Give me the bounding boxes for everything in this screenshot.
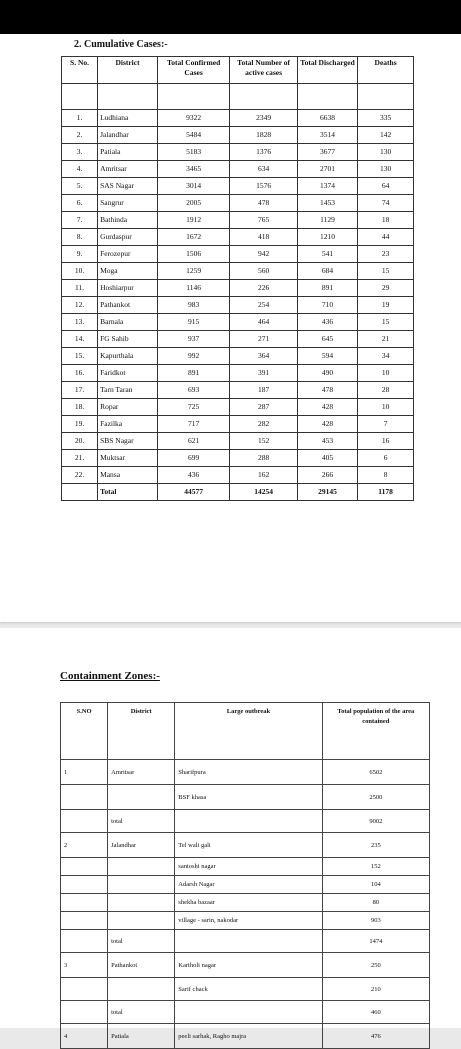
cell-deaths: 130 (358, 161, 414, 178)
table-row (61, 785, 430, 810)
cell-large-outbreak (175, 930, 322, 953)
cell-deaths: 130 (358, 144, 414, 161)
cell-active: 271 (230, 331, 298, 348)
cell-sno (61, 1001, 108, 1024)
cell-large-outbreak (175, 1001, 322, 1024)
table-row (62, 450, 414, 467)
cell-confirmed: 915 (157, 314, 229, 331)
cell-district (108, 858, 175, 876)
cell-district: Bathinda (98, 212, 158, 229)
cell-discharged: 6638 (297, 110, 357, 127)
cell-discharged: 645 (297, 331, 357, 348)
cell-district: Amritsar (98, 161, 158, 178)
cell-population: 235 (322, 833, 429, 858)
cell-discharged: 266 (297, 467, 357, 484)
cell-deaths: 19 (358, 297, 414, 314)
table-row (62, 280, 414, 297)
cell-district: total (108, 810, 175, 833)
cell-confirmed: 725 (157, 399, 229, 416)
cell-sno: 18. (62, 399, 98, 416)
cell-discharged: 710 (297, 297, 357, 314)
cell-district: Moga (98, 263, 158, 280)
col-header-deaths: Deaths (358, 57, 414, 84)
cell-discharged: 891 (297, 280, 357, 297)
table-row (62, 144, 414, 161)
cell-discharged: 1129 (297, 212, 357, 229)
cell-sno: 11. (62, 280, 98, 297)
cell-district: Jalandhar (98, 127, 158, 144)
table-row (62, 484, 414, 501)
cell-district: Pathankot (108, 953, 175, 978)
cell-active: 634 (230, 161, 298, 178)
cell-active: 162 (230, 467, 298, 484)
table-row (62, 348, 414, 365)
top-black-bar (0, 0, 461, 34)
cell-population: 6502 (322, 760, 429, 785)
cell-district: Hoshiarpur (98, 280, 158, 297)
cell-large-outbreak: peeli sarhak, Ragho majra (175, 1024, 322, 1049)
cell-district: Patiala (108, 1024, 175, 1049)
cell-district: Mansa (98, 467, 158, 484)
cell-sno: 17. (62, 382, 98, 399)
cumulative-cases-table (61, 56, 414, 501)
cell-population: 80 (322, 894, 429, 912)
cell-population: 250 (322, 953, 429, 978)
col-header-active: Total Number of active cases (230, 57, 298, 84)
cell-confirmed: 992 (157, 348, 229, 365)
table-row (62, 195, 414, 212)
cell-sno: 6. (62, 195, 98, 212)
cell-sno: 16. (62, 365, 98, 382)
cell-deaths: 335 (358, 110, 414, 127)
cell-population: 210 (322, 978, 429, 1001)
table-row (62, 229, 414, 246)
table-row (61, 978, 430, 1001)
cell-deaths: 29 (358, 280, 414, 297)
cell-confirmed: 5183 (157, 144, 229, 161)
cell-discharged: 594 (297, 348, 357, 365)
cell-district (108, 785, 175, 810)
cell-active: 364 (230, 348, 298, 365)
cell-confirmed: 699 (157, 450, 229, 467)
cell-large-outbreak (175, 810, 322, 833)
cell-population: 104 (322, 876, 429, 894)
cell-district: total (108, 930, 175, 953)
cell-active: 14254 (230, 484, 298, 501)
cell-sno (61, 912, 108, 930)
cell-district: Patiala (98, 144, 158, 161)
cell-sno (61, 876, 108, 894)
cell-deaths: 34 (358, 348, 414, 365)
cell-active: 478 (230, 195, 298, 212)
table-row-blank (62, 84, 414, 110)
cell-district (108, 876, 175, 894)
table-row (61, 1001, 430, 1024)
cell-confirmed: 983 (157, 297, 229, 314)
table-row (61, 912, 430, 930)
table-header-row (62, 57, 414, 84)
cell-active: 942 (230, 246, 298, 263)
cell-district: Gurdaspur (98, 229, 158, 246)
col-header-district: District (98, 57, 158, 84)
cell-active: 226 (230, 280, 298, 297)
table-cell (297, 84, 357, 110)
cell-confirmed: 1259 (157, 263, 229, 280)
cell-district: Ludhiana (98, 110, 158, 127)
cell-discharged: 3514 (297, 127, 357, 144)
cell-active: 152 (230, 433, 298, 450)
cell-district: Ferozepur (98, 246, 158, 263)
cell-district: Sangrur (98, 195, 158, 212)
cell-sno: 13. (62, 314, 98, 331)
table-row (62, 416, 414, 433)
cell-deaths: 23 (358, 246, 414, 263)
cell-discharged: 478 (297, 382, 357, 399)
table-cell (230, 84, 298, 110)
cell-active: 1576 (230, 178, 298, 195)
cell-large-outbreak: Kartholi nagar (175, 953, 322, 978)
cell-large-outbreak: Tel wali gali (175, 833, 322, 858)
cell-discharged: 1374 (297, 178, 357, 195)
cell-active: 282 (230, 416, 298, 433)
cell-population: 903 (322, 912, 429, 930)
cell-population: 152 (322, 858, 429, 876)
table-row (61, 810, 430, 833)
table-row (61, 930, 430, 953)
cell-active: 254 (230, 297, 298, 314)
cell-deaths: 15 (358, 263, 414, 280)
cell-active: 287 (230, 399, 298, 416)
cell-district: Muktsar (98, 450, 158, 467)
cell-deaths: 16 (358, 433, 414, 450)
cell-deaths: 28 (358, 382, 414, 399)
cell-sno: 8. (62, 229, 98, 246)
cell-population: 476 (322, 1024, 429, 1049)
table-cell (157, 84, 229, 110)
cell-deaths: 142 (358, 127, 414, 144)
cell-confirmed: 1506 (157, 246, 229, 263)
cell-active: 464 (230, 314, 298, 331)
cell-deaths: 10 (358, 399, 414, 416)
table-row (61, 760, 430, 785)
cell-district: SAS Nagar (98, 178, 158, 195)
cell-sno: 2. (62, 127, 98, 144)
cell-discharged: 453 (297, 433, 357, 450)
table-row (62, 433, 414, 450)
cell-sno: 4 (61, 1024, 108, 1049)
cell-active: 187 (230, 382, 298, 399)
cell-confirmed: 621 (157, 433, 229, 450)
cell-deaths: 8 (358, 467, 414, 484)
cell-active: 288 (230, 450, 298, 467)
cell-discharged: 3677 (297, 144, 357, 161)
cell-large-outbreak: Sarif chack (175, 978, 322, 1001)
cell-active: 1376 (230, 144, 298, 161)
cell-active: 2349 (230, 110, 298, 127)
table-row (62, 110, 414, 127)
table-row (61, 1024, 430, 1049)
cell-large-outbreak: santoshi nagar (175, 858, 322, 876)
cell-district: Jalandhar (108, 833, 175, 858)
cases-table-body (62, 84, 414, 501)
table-row (62, 297, 414, 314)
cell-confirmed: 9322 (157, 110, 229, 127)
table-row (62, 331, 414, 348)
cell-sno: 4. (62, 161, 98, 178)
cell-sno (61, 858, 108, 876)
zones-table-body (61, 760, 430, 1049)
table-row (62, 382, 414, 399)
cell-sno: 15. (62, 348, 98, 365)
cell-district (108, 894, 175, 912)
cell-discharged: 29145 (297, 484, 357, 501)
table-row (61, 858, 430, 876)
cell-active: 391 (230, 365, 298, 382)
cell-population: 9002 (322, 810, 429, 833)
document-page-2 (0, 628, 461, 1040)
cell-active: 418 (230, 229, 298, 246)
cell-discharged: 1210 (297, 229, 357, 246)
containment-zones-title: Containment Zones:- (60, 670, 160, 682)
table-row (62, 263, 414, 280)
cell-confirmed: 937 (157, 331, 229, 348)
cell-district (108, 978, 175, 1001)
cell-confirmed: 1146 (157, 280, 229, 297)
cell-district: Total (98, 484, 158, 501)
cell-district: Fazilka (98, 416, 158, 433)
cell-confirmed: 436 (157, 467, 229, 484)
cell-deaths: 15 (358, 314, 414, 331)
cell-sno (62, 484, 98, 501)
document-page-1 (0, 34, 461, 622)
cell-confirmed: 3465 (157, 161, 229, 178)
cell-district (108, 912, 175, 930)
cell-confirmed: 693 (157, 382, 229, 399)
cell-district: Pathankot (98, 297, 158, 314)
cell-sno: 10. (62, 263, 98, 280)
cell-deaths: 64 (358, 178, 414, 195)
cell-sno (61, 785, 108, 810)
cell-active: 560 (230, 263, 298, 280)
cell-sno: 1. (62, 110, 98, 127)
cell-population: 2500 (322, 785, 429, 810)
cell-sno (61, 810, 108, 833)
cell-large-outbreak: BSF khasa (175, 785, 322, 810)
cell-population: 1474 (322, 930, 429, 953)
cell-district: Ropar (98, 399, 158, 416)
cell-sno: 3. (62, 144, 98, 161)
col-header-sno: S.NO (61, 703, 108, 760)
col-header-population: Total population of the area contained (322, 703, 429, 760)
containment-zones-table (60, 702, 430, 1049)
cell-sno (61, 894, 108, 912)
cell-confirmed: 891 (157, 365, 229, 382)
cell-discharged: 428 (297, 399, 357, 416)
cell-district: Barnala (98, 314, 158, 331)
table-row (61, 953, 430, 978)
table-cell (98, 84, 158, 110)
cell-district: Faridkot (98, 365, 158, 382)
cell-confirmed: 44577 (157, 484, 229, 501)
table-row (62, 212, 414, 229)
cumulative-cases-title: 2. Cumulative Cases:- (74, 39, 168, 50)
cell-sno (61, 930, 108, 953)
table-row (62, 178, 414, 195)
cell-district: total (108, 1001, 175, 1024)
cell-sno: 22. (62, 467, 98, 484)
cell-confirmed: 3014 (157, 178, 229, 195)
cell-large-outbreak: village - sarin, nakodar (175, 912, 322, 930)
table-row (62, 399, 414, 416)
cell-confirmed: 717 (157, 416, 229, 433)
table-row (62, 314, 414, 331)
cell-discharged: 405 (297, 450, 357, 467)
cell-deaths: 10 (358, 365, 414, 382)
cell-confirmed: 1672 (157, 229, 229, 246)
cell-sno: 19. (62, 416, 98, 433)
cell-discharged: 541 (297, 246, 357, 263)
table-row (62, 161, 414, 178)
cell-sno: 1 (61, 760, 108, 785)
cell-district: Amritsar (108, 760, 175, 785)
cell-discharged: 428 (297, 416, 357, 433)
cell-district: Kapurthala (98, 348, 158, 365)
cell-sno: 2 (61, 833, 108, 858)
cell-discharged: 490 (297, 365, 357, 382)
cell-deaths: 18 (358, 212, 414, 229)
cell-active: 1828 (230, 127, 298, 144)
cell-large-outbreak: shekha bazaar (175, 894, 322, 912)
cell-deaths: 7 (358, 416, 414, 433)
col-header-district: District (108, 703, 175, 760)
cell-deaths: 44 (358, 229, 414, 246)
cell-confirmed: 1912 (157, 212, 229, 229)
table-cell (62, 84, 98, 110)
cell-deaths: 1178 (358, 484, 414, 501)
cell-confirmed: 5484 (157, 127, 229, 144)
cell-population: 460 (322, 1001, 429, 1024)
table-row (61, 833, 430, 858)
table-row (62, 127, 414, 144)
cell-deaths: 6 (358, 450, 414, 467)
cell-confirmed: 2005 (157, 195, 229, 212)
cell-deaths: 74 (358, 195, 414, 212)
col-header-large-outbreak: Large outbreak (175, 703, 322, 760)
table-cell (358, 84, 414, 110)
cell-sno: 20. (62, 433, 98, 450)
cell-district: Tarn Taran (98, 382, 158, 399)
cell-large-outbreak: Adarsh Nagar (175, 876, 322, 894)
cell-large-outbreak: Sharifpura (175, 760, 322, 785)
col-header-confirmed: Total Confirmed Cases (157, 57, 229, 84)
zones-header-row (61, 703, 430, 760)
cell-sno: 21. (62, 450, 98, 467)
cell-sno: 9. (62, 246, 98, 263)
cell-sno: 7. (62, 212, 98, 229)
cell-active: 765 (230, 212, 298, 229)
col-header-sno: S. No. (62, 57, 98, 84)
table-row (61, 894, 430, 912)
cell-sno: 3 (61, 953, 108, 978)
cell-district: FG Sahib (98, 331, 158, 348)
cell-discharged: 436 (297, 314, 357, 331)
cell-district: SBS Nagar (98, 433, 158, 450)
cell-discharged: 684 (297, 263, 357, 280)
col-header-discharged: Total Discharged (297, 57, 357, 84)
cell-discharged: 2701 (297, 161, 357, 178)
cell-sno: 5. (62, 178, 98, 195)
table-row (62, 246, 414, 263)
table-row (62, 467, 414, 484)
table-row (62, 365, 414, 382)
cell-deaths: 21 (358, 331, 414, 348)
cell-sno (61, 978, 108, 1001)
cell-sno: 14. (62, 331, 98, 348)
cell-sno: 12. (62, 297, 98, 314)
table-row (61, 876, 430, 894)
cell-discharged: 1453 (297, 195, 357, 212)
